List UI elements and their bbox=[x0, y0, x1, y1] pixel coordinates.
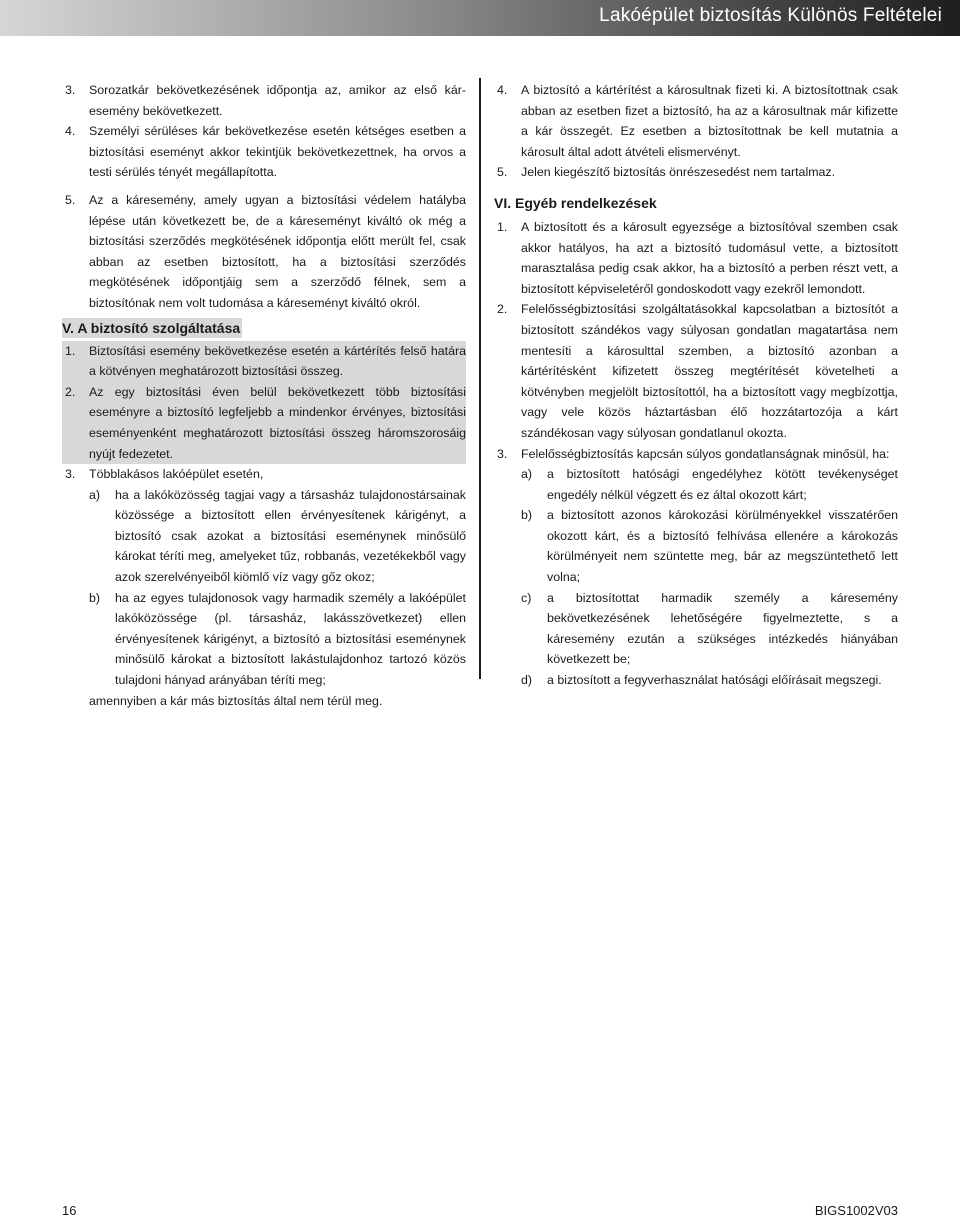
sub-item-letter: c) bbox=[521, 590, 532, 605]
sub-item-letter: b) bbox=[89, 590, 101, 605]
left-v-item-1 bbox=[65, 341, 466, 382]
item-number: 4. bbox=[65, 124, 76, 139]
page-header-bar bbox=[0, 0, 960, 36]
left-v-item-3 bbox=[62, 464, 466, 485]
item-text: A biztosított és a károsult egyezsége a biztosítóval szemben csak akkor hatályos, ha azt a biztosító tudomásul vette, a biztosított marasztalása pedig csak akkor, ha a biztosító a perben részt vett, a biztosított képviseletéről gondoskodott vagy ezekről lemondott. bbox=[521, 219, 898, 296]
section-v-heading bbox=[62, 318, 466, 338]
left-sub-item-a bbox=[62, 485, 466, 588]
item-text: Az a káresemény, amely ugyan a biztosítási védelem hatályba lépése után következett be, de a káreseményt kiváltó ok még a biztosítási szerződés megkötésének időpontja előtt merült fel, csak abban az esetben biztosított, ha a biztosítási szerződés megkötésének időpontjáig sem a szerződő félnek, sem a biztosítónak nem volt tudomása a káreseményt kiváltó okról. bbox=[89, 192, 466, 310]
sub-item-text: ha az egyes tulajdonosok vagy harmadik személy a lakóépület lakóközössége (pl. társasház, lakásszövetkezet) ellen érvényesítenek kárigényt, a biztosító a biztosítási eseménynek minősülő károkat a biztosított lakástulajdonhoz tartozó közös tulajdoni hányad arányában téríti meg; bbox=[115, 590, 466, 688]
item-number: 3. bbox=[65, 83, 76, 97]
sub-item-text: ha a lakóközösség tagjai vagy a társasház tulajdonostársainak közössége a biztosított ellen érvényesítenek kárigényt, a biztosító csak azokat a biztosítási eseménynek minősülő károkat téríti meg, amelyeket tűz, robbanás, vezetékekből vagy azok szerelvényeiből kiömlő víz vagy gőz okoz; bbox=[115, 487, 466, 585]
right-column bbox=[494, 80, 898, 691]
right-sub-item-c bbox=[494, 588, 898, 670]
highlighted-block bbox=[62, 341, 466, 465]
left-column bbox=[62, 80, 466, 711]
right-vi-item-2 bbox=[494, 299, 898, 443]
item-text: Felelősségbiztosítás kapcsán súlyos gondatlanságnak minősül, ha: bbox=[521, 446, 890, 461]
sub-item-letter: b) bbox=[521, 508, 533, 523]
sub-item-text: a biztosított a fegyverhasználat hatósági előírásait megszegi. bbox=[547, 673, 882, 688]
item-text: A biztosító a kártérítést a károsultnak fizeti ki. A biztosítottnak csak abban az esetben fizet a biztosító, ha az a károsultnak már kifizette a kár összegét. Ez esetben a biztosítottnak be kell mutatnia a károsult által adott átvételi elismervényt. bbox=[521, 83, 898, 159]
right-sub-item-d bbox=[494, 670, 898, 691]
sub-item-text: a biztosított hatósági engedélyhez kötött tevékenységet engedély nélkül végzett és ez által okozott kárt; bbox=[547, 467, 898, 502]
item-text: Sorozatkár bekövetkezésének időpontja az, amikor az első káresemény bekövetkezett. bbox=[89, 83, 466, 118]
column-divider bbox=[479, 78, 481, 679]
left-sub-item-b bbox=[62, 588, 466, 691]
document-code: BIGS1002V03 bbox=[814, 1203, 898, 1218]
left-v-item-2 bbox=[65, 382, 466, 464]
right-vi-item-3 bbox=[494, 444, 898, 465]
left-item-4 bbox=[62, 121, 466, 183]
right-sub-item-b bbox=[494, 505, 898, 587]
right-vi-item-1 bbox=[494, 217, 898, 299]
page-header-title: Lakóépület biztosítás Különös Feltételei bbox=[599, 5, 942, 26]
right-item-4 bbox=[494, 80, 898, 162]
right-sub-item-a bbox=[494, 464, 898, 505]
item-text: Személyi sérüléses kár bekövetkezése esetén kétséges esetben a biztosítási eseményt akkor tekintjük bekövetkezettnek, ha orvos a testi sérülés tényét megállapította. bbox=[89, 124, 466, 180]
item-text: Az egy biztosítási éven belül bekövetkezett több biztosítási eseményre a biztosító legfeljebb a mindenkor érvényes, biztosítási eseményenként meghatározott biztosítási összeg háromszorosáig nyújt fedezetet. bbox=[89, 384, 466, 461]
item-number: 3. bbox=[65, 467, 76, 482]
left-item-3 bbox=[62, 80, 466, 121]
sub-item-letter: d) bbox=[521, 673, 533, 688]
sub-item-text: a biztosított azonos károkozási körülményekkel visszatérően okozott kárt, és a biztosító felhívása ellenére a károkozás körülményeit nem szüntette meg, bár az megszüntethető lett volna; bbox=[547, 508, 898, 585]
sub-item-letter: a) bbox=[89, 487, 101, 502]
item-number: 5. bbox=[497, 165, 508, 180]
section-v-heading-text: V. A biztosító szolgáltatása bbox=[62, 319, 241, 336]
item-text: Biztosítási esemény bekövetkezése esetén a kártérítés felső határa a kötvényen meghatározott biztosítási összeg. bbox=[89, 343, 466, 379]
right-item-5 bbox=[494, 162, 898, 183]
item-number: 4. bbox=[497, 83, 508, 97]
page-number: 16 bbox=[62, 1203, 77, 1218]
item-text: Többlakásos lakóépület esetén, bbox=[89, 467, 264, 482]
item-text: Felelősségbiztosítási szolgáltatásokkal kapcsolatban a biztosítót a biztosított szándékos vagy súlyosan gondatlan magatartása nem mentesíti a károsulttal szemben, a biztosító azonban a kártérítésként kifizetett összeg megtérítését követelheti a kötvényben megjelölt biztosítottól, ha a biztosított vagy megbízottja, vagy vele közös háztartásban élő hozzátartozója a kárt szándékosan vagy súlyosan gondatlanul okozta. bbox=[521, 302, 898, 440]
sub-item-letter: a) bbox=[521, 467, 533, 482]
sub-item-text: a biztosítottat harmadik személy a káresemény bekövetkezésének lehetőségére figyelmeztette, s a káresemény ezután a szükséges intézkedés hiányában következett be; bbox=[547, 590, 898, 667]
item-number: 1. bbox=[65, 343, 76, 358]
item-number: 1. bbox=[497, 219, 508, 234]
item-text: Jelen kiegészítő biztosítás önrészesedést nem tartalmaz. bbox=[521, 165, 836, 180]
left-item-5 bbox=[62, 190, 466, 314]
item-number: 2. bbox=[497, 302, 508, 317]
section-vi-heading: VI. Egyéb rendelkezések bbox=[494, 194, 657, 211]
item-number: 2. bbox=[65, 384, 76, 399]
item-number: 5. bbox=[65, 192, 76, 207]
item-number: 3. bbox=[497, 446, 508, 461]
left-closing-text: amennyiben a kár más biztosítás által nem térül meg. bbox=[89, 693, 383, 708]
